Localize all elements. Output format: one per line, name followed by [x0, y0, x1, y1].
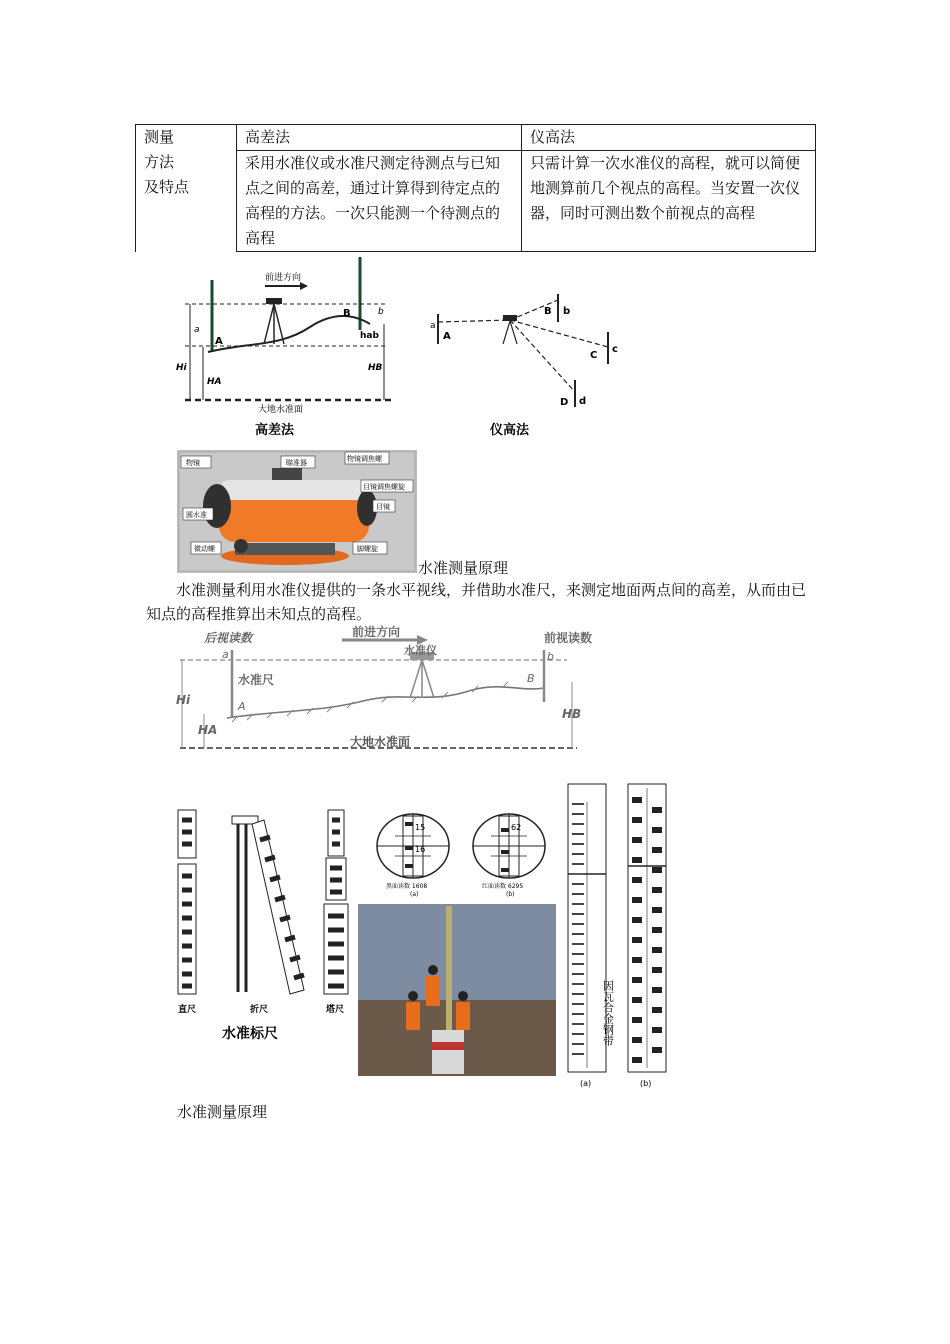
- label-eyepiece-focus: 目镜调焦螺旋: [363, 483, 405, 491]
- caption-yigao: 仪高法: [490, 423, 530, 438]
- label-a: a: [194, 325, 200, 335]
- label-b: b: [378, 307, 384, 317]
- invar-tape-b: [628, 784, 666, 1088]
- label-HA-2: HA: [198, 723, 218, 737]
- label-Hi-2: Hi: [176, 693, 191, 707]
- ground-2: [227, 687, 544, 718]
- reticle-num-15: 15: [415, 823, 426, 832]
- label-A-2: A: [238, 700, 246, 713]
- level-instrument-photo: [177, 450, 417, 573]
- label-a-2: a: [222, 648, 229, 661]
- red-reading-label: 红面读数 6295: [482, 883, 524, 890]
- instrument-label: 水准仪: [404, 644, 437, 657]
- label-folding: 折尺: [250, 1005, 269, 1015]
- label-objective: 物镜: [186, 459, 200, 467]
- staffs-title: 水准标尺: [222, 1026, 278, 1042]
- r-label-B: B: [544, 306, 552, 317]
- black-reading-label: 黑面读数 1608: [386, 883, 428, 890]
- straight-staff: [178, 810, 196, 1015]
- label-B: B: [343, 308, 351, 319]
- staff-label: 水准尺: [238, 673, 275, 687]
- r-label-b: b: [563, 306, 571, 317]
- method-label-cell: [136, 125, 237, 252]
- invar-tape-a: [568, 784, 615, 1088]
- yigao-instrument: [503, 315, 517, 321]
- label-foot-screw: 脚螺旋: [357, 545, 378, 553]
- header-gaocha: 高差法: [237, 125, 522, 151]
- reticle-red: [473, 814, 545, 898]
- datum-label: 大地水准面: [258, 405, 304, 415]
- caption-gaocha: 高差法: [255, 423, 295, 438]
- r-label-C: C: [590, 350, 598, 361]
- tower-staff: [324, 810, 348, 1015]
- front-reading-label: 前视读数: [544, 631, 593, 645]
- r-label-c: c: [612, 344, 618, 355]
- section-title-2: 水准测量原理: [177, 1103, 268, 1121]
- label-b-2: b: [547, 650, 554, 663]
- label-straight: 直尺: [178, 1005, 197, 1015]
- level-instrument: [266, 298, 282, 304]
- method-label-line3: 及特点: [144, 178, 190, 196]
- label-objective-focus: 物镜调焦螺: [347, 455, 382, 463]
- label-fine-screw: 微动螺: [194, 545, 215, 553]
- method-label-line1: 测量: [144, 128, 175, 146]
- gaocha-diagram: [176, 257, 392, 438]
- r-label-a: a: [430, 321, 436, 331]
- label-HA: HA: [207, 377, 222, 387]
- header-yigao: 仪高法: [522, 125, 816, 151]
- datum-label-2: 大地水准面: [350, 735, 411, 749]
- figure-height-methods: [170, 252, 650, 442]
- gaocha-description: 采用水准仪或水准尺测定待测点与已知点之间的高差，通过计算得到待定点的高程的方法。一次只能测一个待测点的高程: [237, 151, 522, 252]
- label-eyepiece: 目镜: [376, 503, 390, 511]
- label-tower: 塔尺: [326, 1005, 345, 1015]
- label-A: A: [215, 336, 223, 347]
- steel-tape-label: 因瓦合金钢带: [601, 980, 615, 1046]
- label-B-2: B: [527, 672, 535, 685]
- tape-a-label: (a): [580, 1079, 592, 1088]
- label-hab: hab: [360, 331, 379, 341]
- figure-leveling-principle: [172, 622, 597, 754]
- principle-paragraph: 水准测量利用水准仪提供的一条水平视线，并借助水准尺，来测定地面两点间的高差，从而由已知点的高程推算出未知点的高程。: [146, 581, 807, 623]
- reticle-num-62: 62: [511, 823, 522, 832]
- direction-label: 前进方向: [265, 273, 302, 283]
- r-label-d: d: [579, 396, 587, 407]
- label-circular-level: 圆水准: [186, 511, 207, 519]
- sight: [272, 468, 302, 480]
- method-label-line2: 方法: [144, 153, 175, 171]
- objective-lens: [203, 484, 231, 528]
- direction-label-2: 前进方向: [352, 625, 401, 639]
- label-sight: 瞄准器: [286, 459, 307, 467]
- tape-b-label: (b): [640, 1079, 652, 1088]
- label-HB: HB: [368, 363, 383, 373]
- sub-a-label: (a): [410, 891, 419, 898]
- folding-staff: [232, 816, 304, 1015]
- r-label-D: D: [560, 397, 569, 408]
- reticle-black: [377, 814, 449, 898]
- reticle-num-16: 16: [415, 845, 426, 854]
- figure-leveling-staffs: [170, 780, 670, 1096]
- field-photo: [358, 904, 556, 1076]
- yigao-description: 只需计算一次水准仪的高程，就可以简便地测算前几个视点的高程。当安置一次仪器，同时可测出数个前视点的高程: [522, 151, 816, 252]
- yigao-diagram: [430, 294, 618, 438]
- r-label-A: A: [443, 331, 451, 342]
- back-reading-label: 后视读数: [204, 631, 253, 645]
- section-title-1: 水准测量原理: [418, 559, 509, 577]
- ground-profile: [208, 316, 370, 352]
- sub-b-label: (b): [506, 891, 515, 898]
- method-comparison-table: [135, 124, 816, 252]
- label-Hi: Hi: [176, 363, 187, 373]
- label-HB-2: HB: [562, 707, 582, 721]
